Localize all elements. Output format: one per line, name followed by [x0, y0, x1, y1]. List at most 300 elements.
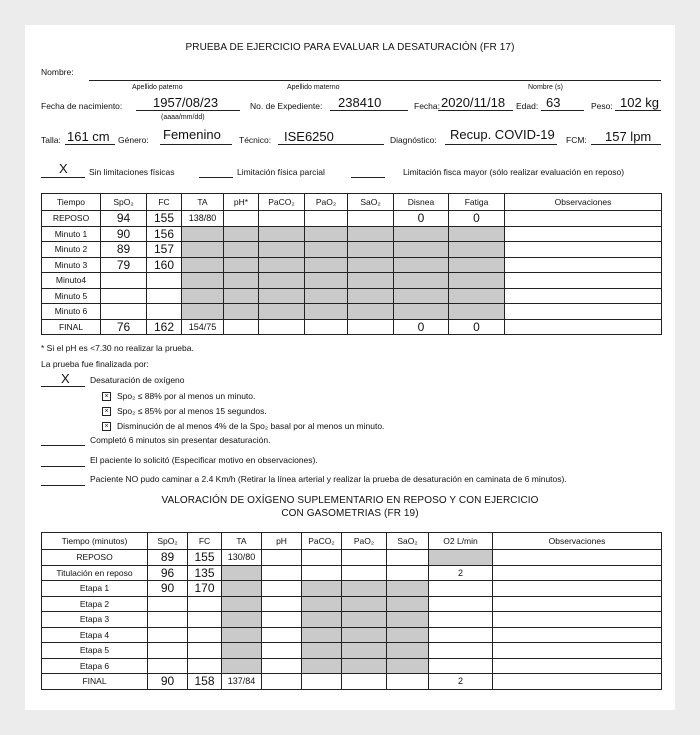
- paco2-cell: [259, 273, 305, 289]
- table-row: [42, 674, 662, 690]
- spo2-cell[interactable]: [148, 658, 188, 674]
- nombre-label: Nombre:: [41, 67, 74, 77]
- talla-line: [65, 144, 115, 145]
- table-row: [42, 658, 662, 674]
- o2-cell[interactable]: [429, 658, 493, 674]
- pao2-cell: [305, 257, 348, 273]
- observaciones-cell[interactable]: [493, 658, 662, 674]
- fecha-value[interactable]: 2020/11/18: [441, 95, 506, 110]
- observaciones-cell[interactable]: [505, 319, 662, 335]
- ph-cell: [224, 288, 259, 304]
- fecha-nacimiento-value[interactable]: 1957/08/23: [153, 95, 219, 110]
- o2-cell-value: 2: [457, 567, 463, 578]
- solicito-label: El paciente lo solicitó (Especificar motivo en observaciones).: [90, 455, 318, 465]
- fatiga-cell[interactable]: [449, 211, 505, 227]
- fc-cell[interactable]: [147, 273, 182, 289]
- row-label: Minuto 5: [42, 288, 101, 304]
- header-cell: SaO₂: [348, 194, 394, 211]
- paco2-cell[interactable]: [302, 550, 342, 566]
- paco2-cell: [302, 658, 342, 674]
- spo2-cell[interactable]: [101, 242, 147, 258]
- fc-cell[interactable]: [188, 643, 222, 659]
- diagnostico-line: [445, 144, 557, 145]
- ph-cell[interactable]: [262, 596, 302, 612]
- fc-cell-value: 162: [153, 319, 175, 334]
- ta-cell[interactable]: [222, 674, 262, 690]
- ph-cell[interactable]: [224, 319, 259, 335]
- ph-cell[interactable]: [262, 658, 302, 674]
- ta-cell: [222, 612, 262, 628]
- fc-cell[interactable]: [147, 257, 182, 273]
- spo2-cell[interactable]: [101, 273, 147, 289]
- spo2-cell[interactable]: [148, 674, 188, 690]
- fatiga-cell-value: 0: [473, 319, 480, 334]
- pao2-cell: [305, 273, 348, 289]
- criterio-1-text: Spo₂ ≤ 88% por al menos un minuto.: [117, 391, 256, 401]
- spo2-cell-value: 89: [160, 550, 175, 565]
- fecha-nacimiento-line: [136, 110, 240, 111]
- ta-cell: [222, 643, 262, 659]
- ta-cell-value: 137/84: [227, 676, 256, 687]
- sao2-cell[interactable]: [348, 211, 394, 227]
- spo2-cell-value: 79: [116, 257, 131, 272]
- fc-cell-value: 135: [194, 565, 215, 580]
- spo2-cell[interactable]: [148, 550, 188, 566]
- talla-label: Talla:: [41, 135, 61, 145]
- oxigeno-table: [41, 532, 662, 690]
- section2-title-line2: CON GASOMETRIAS (FR 19): [281, 508, 419, 519]
- spo2-cell-value: 96: [160, 565, 175, 580]
- row-label: Titulación en reposo: [42, 565, 148, 581]
- limitacion-mayor-label: Limitación fisca mayor (sólo realizar evaluación en reposo): [403, 167, 625, 177]
- paco2-cell: [302, 643, 342, 659]
- observaciones-cell[interactable]: [493, 627, 662, 643]
- fcm-label: FCM:: [566, 135, 587, 145]
- spo2-cell[interactable]: [101, 257, 147, 273]
- sin-limitaciones-line: [41, 177, 85, 178]
- table-row: [42, 596, 662, 612]
- row-label: Minuto 1: [42, 226, 101, 242]
- nombres-label: Nombre (s): [528, 84, 564, 91]
- row-label: Etapa 4: [42, 627, 148, 643]
- completo-line[interactable]: [41, 445, 85, 446]
- table-row: [42, 257, 662, 273]
- pao2-cell: [305, 288, 348, 304]
- o2-cell[interactable]: [429, 674, 493, 690]
- table-row: [42, 319, 662, 335]
- ta-cell: [182, 226, 224, 242]
- peso-line: [615, 110, 661, 111]
- o2-cell: [429, 550, 493, 566]
- row-label: Minuto 6: [42, 304, 101, 320]
- fc-cell[interactable]: [188, 596, 222, 612]
- header-cell: Observaciones: [505, 194, 662, 211]
- spo2-cell[interactable]: [101, 304, 147, 320]
- talla-value[interactable]: 161 cm: [67, 129, 110, 144]
- ph-cell[interactable]: [224, 211, 259, 227]
- spo2-cell[interactable]: [148, 627, 188, 643]
- diagnostico-value[interactable]: Recup. COVID-19: [450, 127, 555, 142]
- ta-cell: [222, 658, 262, 674]
- sin-limitaciones-label: Sin limitaciones físicas: [89, 167, 175, 177]
- sao2-cell: [387, 627, 429, 643]
- ph-cell: [224, 304, 259, 320]
- header-cell: Observaciones: [493, 533, 662, 550]
- table-row: [42, 242, 662, 258]
- section2-title-line1: VALORACIÓN DE OXÍGENO SUPLEMENTARIO EN REPOSO Y CON EJERCICIO: [161, 495, 539, 506]
- fc-cell[interactable]: [147, 319, 182, 335]
- paco2-cell[interactable]: [302, 674, 342, 690]
- diagnostico-label: Diagnóstico:: [390, 135, 437, 145]
- table-row: [42, 304, 662, 320]
- ph-cell[interactable]: [262, 674, 302, 690]
- table-row: [42, 288, 662, 304]
- ta-cell: [182, 304, 224, 320]
- header-cell: Fatiga: [449, 194, 505, 211]
- ph-cell[interactable]: [262, 581, 302, 597]
- ta-cell: [222, 627, 262, 643]
- o2-cell[interactable]: [429, 643, 493, 659]
- paco2-cell: [302, 581, 342, 597]
- fc-cell[interactable]: [188, 627, 222, 643]
- completo-label: Completó 6 minutos sin presentar desaturación.: [90, 435, 271, 445]
- fc-cell[interactable]: [188, 658, 222, 674]
- genero-value[interactable]: Femenino: [163, 127, 221, 142]
- sao2-cell: [348, 257, 394, 273]
- observaciones-cell[interactable]: [505, 211, 662, 227]
- genero-line: [160, 144, 232, 145]
- header-cell: O2 L/min: [429, 533, 493, 550]
- observaciones-cell[interactable]: [505, 242, 662, 258]
- observaciones-cell[interactable]: [493, 612, 662, 628]
- peso-value[interactable]: 102 kg: [620, 95, 660, 110]
- row-label: FINAL: [42, 674, 148, 690]
- checkbox-checked-icon[interactable]: ×: [102, 422, 111, 431]
- sao2-cell: [387, 658, 429, 674]
- fc-cell[interactable]: [188, 612, 222, 628]
- fatiga-cell: [449, 273, 505, 289]
- spo2-cell[interactable]: [148, 643, 188, 659]
- fatiga-cell: [449, 257, 505, 273]
- sao2-cell: [387, 596, 429, 612]
- criterio-3-text: Disminución de al menos 4% de la Spo₂ basal por al menos un minuto.: [117, 421, 385, 431]
- fatiga-cell: [449, 226, 505, 242]
- sao2-cell: [348, 273, 394, 289]
- header-cell: PaCO₂: [302, 533, 342, 550]
- criterio-3: [102, 421, 384, 431]
- table-row: [42, 273, 662, 289]
- fc-cell[interactable]: [188, 565, 222, 581]
- header-cell: pH: [262, 533, 302, 550]
- o2-cell[interactable]: [429, 612, 493, 628]
- limitacion-parcial-line[interactable]: [199, 177, 233, 178]
- ta-cell: [182, 257, 224, 273]
- limitacion-parcial-label: Limitación física parcial: [237, 167, 325, 177]
- form-title: PRUEBA DE EJERCICIO PARA EVALUAR LA DESATURACIÓN (FR 17): [185, 42, 515, 53]
- sao2-cell: [387, 612, 429, 628]
- sao2-cell: [348, 288, 394, 304]
- table-row: [42, 565, 662, 581]
- spo2-cell[interactable]: [101, 288, 147, 304]
- paco2-cell: [259, 288, 305, 304]
- spo2-cell-value: 90: [160, 581, 175, 596]
- checkbox-checked-icon[interactable]: ×: [102, 392, 111, 401]
- sao2-cell[interactable]: [387, 674, 429, 690]
- header-cell: PaO₂: [305, 194, 348, 211]
- table-row: [42, 643, 662, 659]
- sao2-cell: [387, 581, 429, 597]
- header-cell: SpO₂: [148, 533, 188, 550]
- disnea-cell: [394, 226, 449, 242]
- observaciones-cell[interactable]: [493, 643, 662, 659]
- paco2-cell: [259, 242, 305, 258]
- sao2-cell: [387, 643, 429, 659]
- o2-cell[interactable]: [429, 627, 493, 643]
- ta-cell[interactable]: [222, 550, 262, 566]
- header-cell: TA: [182, 194, 224, 211]
- header-cell: Tiempo: [42, 194, 101, 211]
- disnea-cell: [394, 304, 449, 320]
- sao2-cell[interactable]: [348, 319, 394, 335]
- fc-cell-value: 160: [153, 257, 175, 272]
- criterio-2-text: Spo₂ ≤ 85% por al menos 15 segundos.: [117, 406, 267, 416]
- fc-cell[interactable]: [188, 581, 222, 597]
- spo2-cell[interactable]: [148, 581, 188, 597]
- fcm-value[interactable]: 157 lpm: [605, 129, 652, 144]
- expediente-line: [330, 110, 408, 111]
- sao2-cell[interactable]: [387, 565, 429, 581]
- disnea-cell-value: 0: [417, 211, 425, 226]
- table-header-row: [42, 194, 662, 211]
- genero-label: Género:: [118, 135, 149, 145]
- desaturacion-label: Desaturación de oxígeno: [90, 375, 185, 385]
- ta-cell: [182, 288, 224, 304]
- paco2-cell[interactable]: [259, 319, 305, 335]
- ta-cell-value: 130/80: [227, 552, 256, 563]
- pao2-cell: [305, 226, 348, 242]
- tecnico-label: Técnico:: [239, 135, 272, 145]
- no-pudo-label: Paciente NO pudo caminar a 2.4 Km/h (Retirar la línea arterial y realizar la prueba de desaturación en caminata de 6 minutos).: [90, 474, 567, 484]
- criterio-1: [102, 391, 255, 401]
- fc-cell-value: 170: [194, 581, 215, 596]
- ph-note: * Si el pH es <7.30 no realizar la prueba.: [41, 343, 194, 353]
- pao2-cell[interactable]: [342, 550, 387, 566]
- fc-cell[interactable]: [147, 288, 182, 304]
- table-row: [42, 627, 662, 643]
- apellido-materno-label: Apellido materno: [287, 84, 340, 91]
- paco2-cell[interactable]: [259, 211, 305, 227]
- desaturacion-mark[interactable]: X: [61, 371, 70, 386]
- pao2-cell: [342, 643, 387, 659]
- header-cell: TA: [222, 533, 262, 550]
- disnea-cell: [394, 242, 449, 258]
- fecha-label: Fecha:: [414, 101, 440, 111]
- table-row: [42, 226, 662, 242]
- header-cell: pH*: [224, 194, 259, 211]
- fc-cell[interactable]: [147, 211, 182, 227]
- sao2-cell: [348, 304, 394, 320]
- fc-cell[interactable]: [147, 242, 182, 258]
- fecha-line: [438, 110, 513, 111]
- ta-cell: [222, 596, 262, 612]
- desaturacion-table: [41, 193, 662, 335]
- ph-cell[interactable]: [262, 550, 302, 566]
- pao2-cell[interactable]: [305, 319, 348, 335]
- pao2-cell: [342, 627, 387, 643]
- pao2-cell: [342, 658, 387, 674]
- disnea-cell[interactable]: [394, 319, 449, 335]
- row-label: Etapa 2: [42, 596, 148, 612]
- ph-cell: [224, 273, 259, 289]
- pao2-cell[interactable]: [305, 211, 348, 227]
- fecha-format-label: (aaaa/mm/dd): [161, 114, 205, 121]
- row-label: Minuto 2: [42, 242, 101, 258]
- ph-cell[interactable]: [262, 627, 302, 643]
- observaciones-cell[interactable]: [493, 565, 662, 581]
- no-pudo-line[interactable]: [41, 485, 85, 486]
- pao2-cell: [342, 596, 387, 612]
- spo2-cell[interactable]: [101, 226, 147, 242]
- pao2-cell: [305, 242, 348, 258]
- observaciones-cell[interactable]: [505, 257, 662, 273]
- fc-cell-value: 155: [153, 211, 175, 226]
- row-label: Etapa 3: [42, 612, 148, 628]
- o2-cell[interactable]: [429, 596, 493, 612]
- ta-cell: [182, 242, 224, 258]
- ta-cell: [222, 581, 262, 597]
- expediente-label: No. de Expediente:: [250, 101, 323, 111]
- sin-limitaciones-mark[interactable]: X: [59, 161, 68, 176]
- table-row: [42, 581, 662, 597]
- fc-cell[interactable]: [147, 226, 182, 242]
- disnea-cell: [394, 273, 449, 289]
- observaciones-cell[interactable]: [505, 226, 662, 242]
- observaciones-cell[interactable]: [493, 674, 662, 690]
- header-cell: SpO₂: [101, 194, 147, 211]
- fc-cell[interactable]: [147, 304, 182, 320]
- pao2-cell: [305, 304, 348, 320]
- observaciones-cell[interactable]: [505, 304, 662, 320]
- ta-cell[interactable]: [182, 211, 224, 227]
- header-cell: PaO₂: [342, 533, 387, 550]
- edad-value[interactable]: 63: [546, 95, 561, 110]
- spo2-cell[interactable]: [148, 596, 188, 612]
- spo2-cell[interactable]: [101, 211, 147, 227]
- checkbox-checked-icon[interactable]: ×: [102, 407, 111, 416]
- fc-cell-value: 156: [153, 226, 175, 241]
- paco2-cell: [302, 612, 342, 628]
- o2-cell-value: 2: [457, 676, 463, 687]
- ph-cell[interactable]: [262, 565, 302, 581]
- paco2-cell: [259, 257, 305, 273]
- tecnico-line: [278, 144, 384, 145]
- paco2-cell: [302, 596, 342, 612]
- fatiga-cell: [449, 242, 505, 258]
- spo2-cell-value: 90: [160, 674, 175, 689]
- paco2-cell: [302, 627, 342, 643]
- fatiga-cell[interactable]: [449, 319, 505, 335]
- row-label: Etapa 5: [42, 643, 148, 659]
- row-label: REPOSO: [42, 550, 148, 566]
- spo2-cell-value: 76: [116, 319, 131, 334]
- sao2-cell: [348, 242, 394, 258]
- fc-cell-value: 158: [194, 674, 215, 689]
- row-label: Etapa 1: [42, 581, 148, 597]
- observaciones-cell[interactable]: [505, 288, 662, 304]
- fecha-nacimiento-label: Fecha de nacimiento:: [41, 101, 123, 111]
- ph-cell[interactable]: [262, 643, 302, 659]
- fatiga-cell: [449, 304, 505, 320]
- table-row: [42, 550, 662, 566]
- fc-cell[interactable]: [188, 550, 222, 566]
- fatiga-cell-value: 0: [473, 211, 480, 226]
- table-row: [42, 211, 662, 227]
- spo2-cell[interactable]: [101, 319, 147, 335]
- peso-label: Peso:: [591, 101, 613, 111]
- o2-cell[interactable]: [429, 581, 493, 597]
- observaciones-cell[interactable]: [493, 550, 662, 566]
- paco2-cell[interactable]: [302, 565, 342, 581]
- spo2-cell[interactable]: [148, 565, 188, 581]
- fc-cell-value: 157: [153, 242, 175, 257]
- expediente-value[interactable]: 238410: [338, 95, 382, 110]
- observaciones-cell[interactable]: [493, 581, 662, 597]
- ta-cell[interactable]: [182, 319, 224, 335]
- observaciones-cell[interactable]: [493, 596, 662, 612]
- pao2-cell: [342, 581, 387, 597]
- limitacion-mayor-line[interactable]: [351, 177, 385, 178]
- ta-cell: [182, 273, 224, 289]
- sao2-cell[interactable]: [387, 550, 429, 566]
- observaciones-cell[interactable]: [505, 273, 662, 289]
- tecnico-value[interactable]: ISE6250: [284, 129, 334, 144]
- table-header-row: [42, 533, 662, 550]
- row-label: REPOSO: [42, 211, 101, 227]
- solicito-line[interactable]: [41, 466, 85, 467]
- disnea-cell[interactable]: [394, 211, 449, 227]
- criterio-2: [102, 406, 267, 416]
- desaturacion-line: [41, 386, 85, 387]
- spo2-cell-value: 94: [116, 211, 131, 226]
- spo2-cell[interactable]: [148, 612, 188, 628]
- paco2-cell: [259, 226, 305, 242]
- fc-cell[interactable]: [188, 674, 222, 690]
- header-cell: FC: [188, 533, 222, 550]
- disnea-cell-value: 0: [417, 319, 425, 334]
- form-page: [25, 25, 675, 710]
- edad-line: [541, 110, 584, 111]
- nombre-line[interactable]: [89, 80, 661, 81]
- spo2-cell-value: 89: [116, 242, 131, 257]
- header-cell: PaCO₂: [259, 194, 305, 211]
- pao2-cell: [342, 612, 387, 628]
- finalizada-label: La prueba fue finalizada por:: [41, 359, 149, 369]
- o2-cell[interactable]: [429, 565, 493, 581]
- ph-cell: [224, 257, 259, 273]
- pao2-cell[interactable]: [342, 565, 387, 581]
- paco2-cell: [259, 304, 305, 320]
- ph-cell: [224, 226, 259, 242]
- spo2-cell-value: 90: [116, 226, 131, 241]
- header-cell: Disnea: [394, 194, 449, 211]
- sao2-cell: [348, 226, 394, 242]
- fatiga-cell: [449, 288, 505, 304]
- ph-cell[interactable]: [262, 612, 302, 628]
- fcm-line: [591, 144, 661, 145]
- table-row: [42, 612, 662, 628]
- disnea-cell: [394, 257, 449, 273]
- pao2-cell[interactable]: [342, 674, 387, 690]
